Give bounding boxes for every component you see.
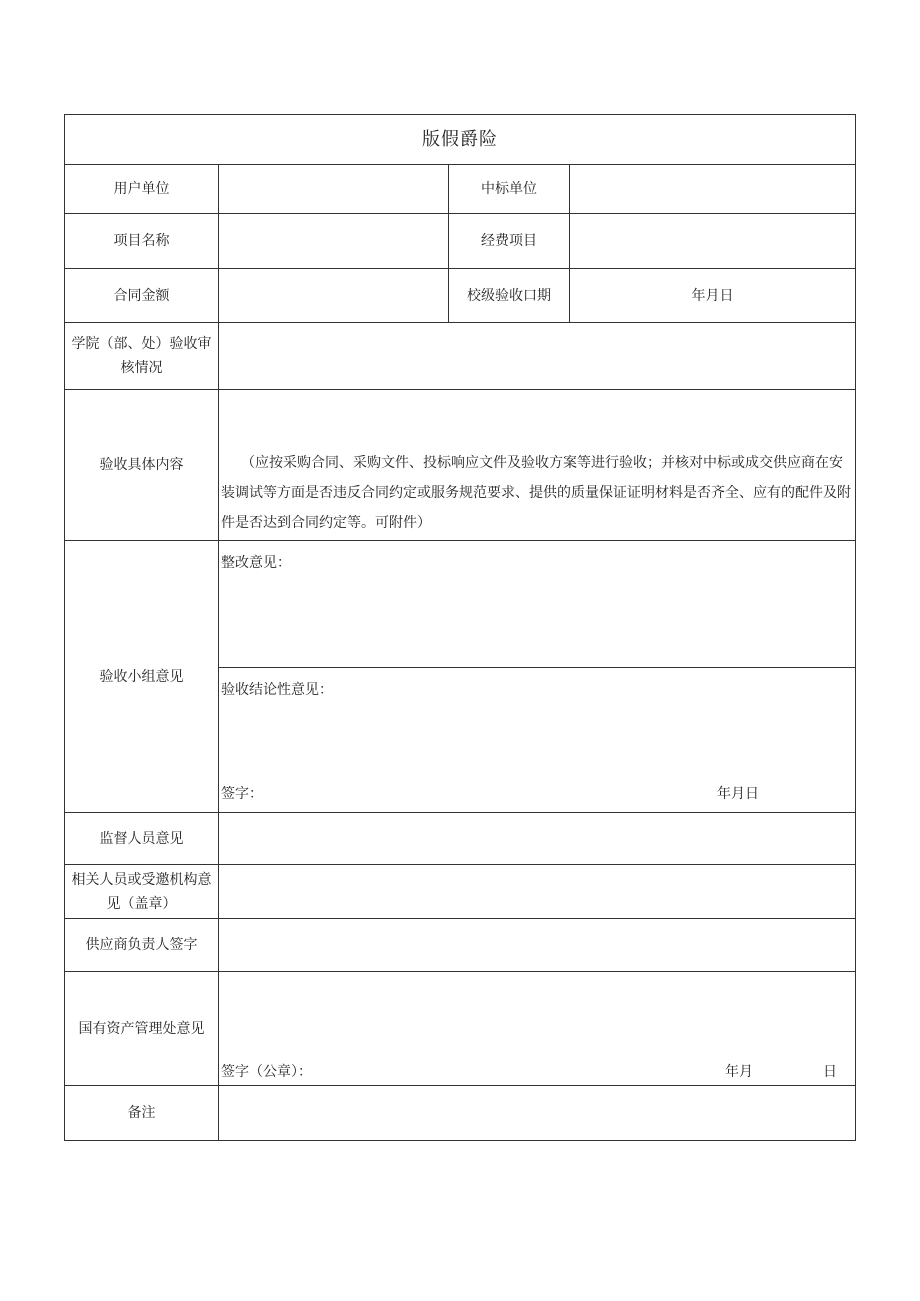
group-signature-label: 签字： <box>221 786 263 802</box>
related-opinion-label: 相关人员或受邀机构意见（盖章） <box>65 865 219 919</box>
asset-office-day-label: 日 <box>823 1064 837 1080</box>
acceptance-date-field[interactable]: 年月日 <box>570 269 856 323</box>
rectification-opinion-field[interactable] <box>219 541 856 668</box>
rectification-opinion-label: 整改意见： <box>221 555 291 571</box>
winning-unit-field[interactable] <box>570 165 856 214</box>
conclusion-opinion-field[interactable] <box>219 668 856 813</box>
remarks-field[interactable] <box>219 1086 856 1141</box>
college-review-field[interactable] <box>219 323 856 390</box>
form-title: 版假爵险 <box>65 115 856 165</box>
group-opinion-label: 验收小组意见 <box>65 541 219 813</box>
acceptance-content-field[interactable] <box>219 390 856 541</box>
asset-office-opinion-label: 国有资产管理处意见 <box>65 972 219 1086</box>
user-unit-field[interactable] <box>219 165 449 214</box>
conclusion-opinion-label: 验收结论性意见： <box>221 682 333 698</box>
asset-office-signature-label: 签字（公章）： <box>221 1064 312 1080</box>
supervisor-opinion-field[interactable] <box>219 813 856 865</box>
related-opinion-field[interactable] <box>219 865 856 919</box>
contract-amount-field[interactable] <box>219 269 449 323</box>
supervisor-opinion-label: 监督人员意见 <box>65 813 219 865</box>
group-date-label: 年月日 <box>717 786 759 802</box>
asset-office-opinion-field[interactable] <box>219 972 856 1086</box>
funding-project-label: 经费项目 <box>449 214 570 269</box>
acceptance-date-label: 校级验收口期 <box>449 269 570 323</box>
project-name-label: 项目名称 <box>65 214 219 269</box>
college-review-label: 学院（部、处）验收审核情况 <box>65 323 219 390</box>
supplier-signature-label: 供应商负责人签字 <box>65 919 219 972</box>
acceptance-form-table <box>64 114 856 1141</box>
user-unit-label: 用户单位 <box>65 165 219 214</box>
supplier-signature-field[interactable] <box>219 919 856 972</box>
remarks-label: 备注 <box>65 1086 219 1141</box>
acceptance-content-label: 验收具体内容 <box>65 390 219 541</box>
acceptance-content-instructions: （应按采购合同、采购文件、投标响应文件及验收方案等进行验收；并核对中标或成交供应商在安装调试等方面是否违反合同约定或服务规范要求、提供的质量保证证明材料是否齐全、应有的配件及附件是否达到合同约定等。可附件） <box>221 455 851 531</box>
winning-unit-label: 中标单位 <box>449 165 570 214</box>
project-name-field[interactable] <box>219 214 449 269</box>
asset-office-month-label: 年月 <box>725 1064 753 1080</box>
funding-project-field[interactable] <box>570 214 856 269</box>
contract-amount-label: 合同金额 <box>65 269 219 323</box>
